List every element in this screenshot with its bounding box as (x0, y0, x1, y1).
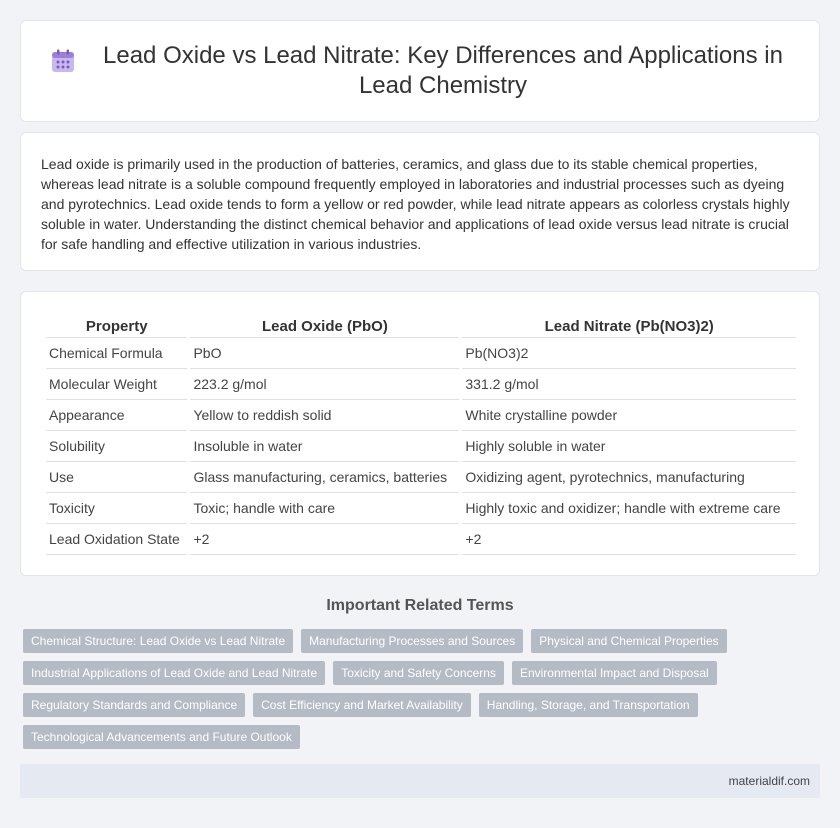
table-row (46, 462, 796, 493)
related-terms-title: Important Related Terms (326, 597, 514, 614)
row-lead-nitrate: Highly toxic and oxidizer; handle with extreme care (462, 493, 796, 524)
row-lead-oxide: Toxic; handle with care (190, 493, 459, 524)
footer (20, 764, 820, 798)
intro-paragraph: Lead oxide is primarily used in the production of batteries, ceramics, and glass due to its stable chemical properties, whereas lead nitrate is a soluble compound frequently employed in laboratories and industrial processes such as dyeing and pyrotechnics. Lead oxide tends to form a yellow or red powder, while lead nitrate appears as colorless crystals highly soluble in water. Understanding the distinct chemical behavior and applications of lead oxide versus lead nitrate is crucial for safe handling and effective utilization in various industries. (41, 156, 790, 252)
related-tag[interactable]: Cost Efficiency and Market Availability (253, 693, 471, 717)
table-header-row (46, 313, 796, 338)
related-tag[interactable]: Technological Advancements and Future Outlook (23, 725, 300, 749)
header-property: Property (46, 313, 187, 338)
title-wrap (50, 41, 790, 101)
row-lead-nitrate: Highly soluble in water (462, 431, 796, 462)
table-row (46, 524, 796, 555)
related-tag[interactable]: Industrial Applications of Lead Oxide and Lead Nitrate (23, 661, 325, 685)
table-row (46, 369, 796, 400)
related-tag[interactable]: Chemical Structure: Lead Oxide vs Lead Nitrate (23, 629, 293, 653)
row-property: Toxicity (46, 493, 187, 524)
row-lead-nitrate: 331.2 g/mol (462, 369, 796, 400)
calendar-icon (50, 48, 76, 74)
table-row (46, 493, 796, 524)
related-tag[interactable]: Manufacturing Processes and Sources (301, 629, 523, 653)
footer-site-link[interactable]: materialdif.com (728, 774, 810, 788)
page-title: Lead Oxide vs Lead Nitrate: Key Differences and Applications in Lead Chemistry (103, 42, 783, 99)
row-lead-oxide: +2 (190, 524, 459, 555)
row-lead-nitrate: Pb(NO3)2 (462, 338, 796, 369)
row-property: Lead Oxidation State (46, 524, 187, 555)
row-lead-nitrate: White crystalline powder (462, 400, 796, 431)
table-row (46, 431, 796, 462)
row-lead-nitrate: Oxidizing agent, pyrotechnics, manufacturing (462, 462, 796, 493)
row-lead-oxide: PbO (190, 338, 459, 369)
table-row (46, 338, 796, 369)
title-card (20, 20, 820, 122)
related-terms-list (23, 629, 823, 757)
row-property: Appearance (46, 400, 187, 431)
intro-card (20, 132, 820, 271)
row-property: Use (46, 462, 187, 493)
related-tag[interactable]: Toxicity and Safety Concerns (333, 661, 504, 685)
comparison-table (43, 313, 799, 555)
row-lead-oxide: Glass manufacturing, ceramics, batteries (190, 462, 459, 493)
row-property: Chemical Formula (46, 338, 187, 369)
related-tag[interactable]: Regulatory Standards and Compliance (23, 693, 245, 717)
row-lead-oxide: Yellow to reddish solid (190, 400, 459, 431)
header-lead-oxide: Lead Oxide (PbO) (190, 313, 459, 338)
row-property: Molecular Weight (46, 369, 187, 400)
row-lead-oxide: 223.2 g/mol (190, 369, 459, 400)
row-lead-nitrate: +2 (462, 524, 796, 555)
header-lead-nitrate: Lead Nitrate (Pb(NO3)2) (462, 313, 796, 338)
related-tag[interactable]: Handling, Storage, and Transportation (479, 693, 698, 717)
table-row (46, 400, 796, 431)
row-property: Solubility (46, 431, 187, 462)
related-tag[interactable]: Environmental Impact and Disposal (512, 661, 717, 685)
comparison-table-card (20, 291, 820, 576)
related-tag[interactable]: Physical and Chemical Properties (531, 629, 726, 653)
row-lead-oxide: Insoluble in water (190, 431, 459, 462)
